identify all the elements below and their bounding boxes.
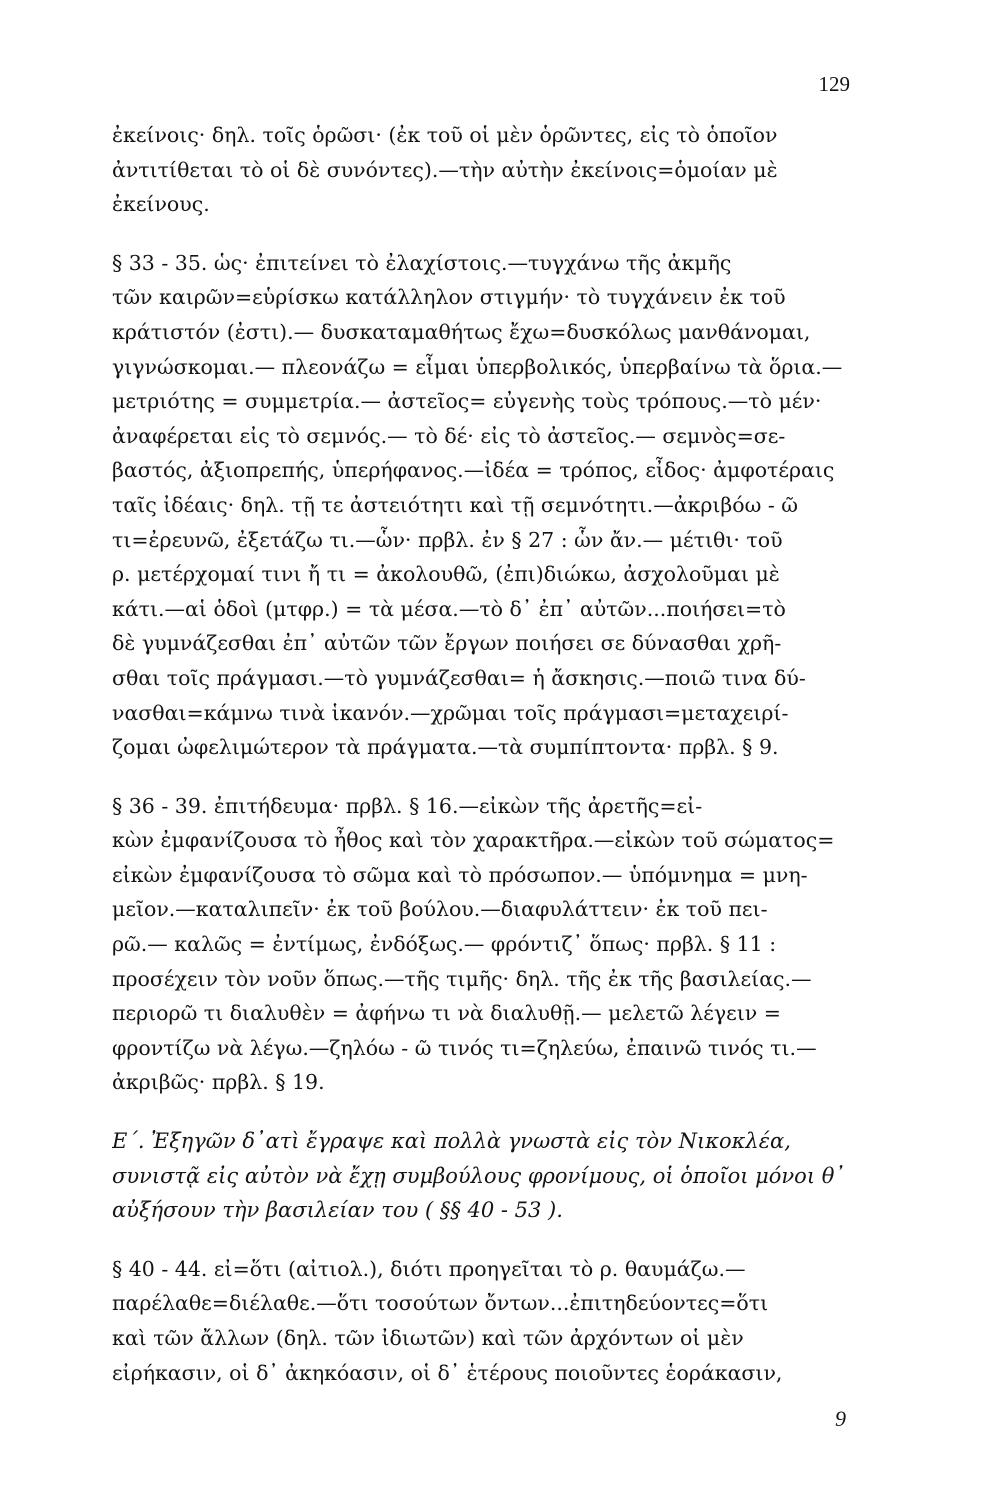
section-heading-line: § 36 - 39. ἐπιτήδευμα· πρβλ. § 16.—εἰκὼν τῆς ἀρετῆς=εἰ- — [112, 793, 703, 818]
summary-line: συνιστᾷ εἰς αὐτὸν νὰ ἔχῃ συμβούλους φρονίμους, οἱ ὁποῖοι μόνοι θ᾽ — [112, 1163, 845, 1188]
text-line: ταῖς ἰδέαις· δηλ. τῇ τε ἀστειότητι καὶ τῇ σεμνότητι.—ἀκριβόω - ῶ — [112, 492, 799, 517]
text-line: βαστός, ἀξιοπρεπής, ὑπερήφανος.—ἰδέα = τρόπος, εἶδος· ἀμφοτέραις — [112, 458, 835, 483]
text-line: σθαι τοῖς πράγμασι.—τὸ γυμνάζεσθαι= ἡ ἄσκησις.—ποιῶ τινα δύ- — [112, 665, 806, 690]
paragraph-gap — [112, 1100, 854, 1124]
text-line: ρῶ.— καλῶς = ἐντίμως, ἐνδόξως.— φρόντιζ᾽ ὅπως· πρβλ. § 11 : — [112, 932, 777, 957]
paragraph-gap — [112, 765, 854, 789]
paragraph-gap — [112, 1228, 854, 1252]
text-line: μετριότης = συμμετρία.— ἀστεῖος= εὐγενὴς τοὺς τρόπους.—τὸ μέν· — [112, 389, 822, 414]
text-line: ρ. μετέρχομαί τινι ἤ τι = ἀκολουθῶ, (ἐπι)διώκω, ἀσχολοῦμαι μὲ — [112, 562, 780, 587]
text-line: ἐκείνους. — [112, 192, 210, 217]
section-heading-line: § 33 - 35. ὡς· ἐπιτείνει τὸ ἐλαχίστοις.—τυγχάνω τῆς ἀκμῆς — [112, 250, 732, 275]
text-line: εἰκὼν ἐμφανίζουσα τὸ σῶμα καὶ τὸ πρόσωπον.— ὑπόμνημα = μνη- — [112, 862, 808, 887]
page-number: 129 — [818, 72, 850, 96]
text-line: ἀκριβῶς· πρβλ. § 19. — [112, 1070, 325, 1095]
text-line: κὼν ἐμφανίζουσα τὸ ἦθος καὶ τὸν χαρακτῆρα.—εἰκὼν τοῦ σώματος= — [112, 828, 835, 853]
commentary-text — [112, 118, 854, 1390]
text-line: εἰρήκασιν, οἱ δ᾽ ἀκηκόασιν, οἱ δ᾽ ἑτέρους ποιοῦντες ἑοράκασιν, — [112, 1360, 783, 1385]
text-line: φροντίζω νὰ λέγω.—ζηλόω - ῶ τινός τι=ζηλεύω, ἐπαινῶ τινός τι.— — [112, 1035, 817, 1060]
section-heading-line: § 40 - 44. εἰ=ὅτι (αἰτιολ.), διότι προηγεῖται τὸ ρ. θαυμάζω.— — [112, 1256, 746, 1281]
text-line: ἐκείνοις· δηλ. τοῖς ὁρῶσι· (ἐκ τοῦ οἱ μὲν ὁρῶντες, εἰς τὸ ὁποῖον — [112, 123, 778, 147]
text-line: μεῖον.—καταλιπεῖν· ἐκ τοῦ βούλου.—διαφυλάττειν· ἐκ τοῦ πει- — [112, 897, 768, 922]
text-line: τῶν καιρῶν=εὑρίσκω κατάλληλον στιγμήν· τὸ τυγχάνειν ἐκ τοῦ — [112, 285, 786, 310]
text-line: κράτιστόν (ἐστι).— δυσκαταμαθήτως ἔχω=δυσκόλως μανθάνομαι, — [112, 319, 811, 344]
text-line: δὲ γυμνάζεσθαι ἐπ᾽ αὐτῶν τῶν ἔργων ποιήσει σε δύνασθαι χρῆ- — [112, 631, 782, 656]
text-line: προσέχειν τὸν νοῦν ὅπως.—τῆς τιμῆς· δηλ. τῆς ἐκ τῆς βασιλείας.— — [112, 966, 812, 991]
text-line: γιγνώσκομαι.— πλεονάζω = εἶμαι ὑπερβολικός, ὑπερβαίνω τὰ ὅρια.— — [112, 354, 843, 379]
text-line: νασθαι=κάμνω τινὰ ἱκανόν.—χρῶμαι τοῖς πράγμασι=μεταχειρί- — [112, 700, 789, 725]
text-line: τι=ἐρευνῶ, ἐξετάζω τι.—ὧν· πρβλ. ἐν § 27 : ὧν ἄν.— μέτιθι· τοῦ — [112, 527, 783, 552]
text-line: ἀναφέρεται εἰς τὸ σεμνός.— τὸ δέ· εἰς τὸ ἀστεῖος.— σεμνὸς=σε- — [112, 423, 786, 448]
signature-mark: 9 — [835, 1406, 846, 1431]
summary-line: Ε΄. Ἐξηγῶν δ᾽ατὶ ἔγραψε καὶ πολλὰ γνωστὰ εἰς τὸν Νικοκλέα, — [112, 1129, 791, 1154]
text-line: καὶ τῶν ἄλλων (δηλ. τῶν ἰδιωτῶν) καὶ τῶν ἀρχόντων οἱ μὲν — [112, 1326, 744, 1350]
text-line: περιορῶ τι διαλυθὲν = ἀφήνω τι νὰ διαλυθῇ.— μελετῶ λέγειν = — [112, 1001, 781, 1026]
text-line: παρέλαθε=διέλαθε.—ὅτι τοσούτων ὄντων...ἐπιτηδεύοντες=ὅτι — [112, 1291, 769, 1316]
text-line: κάτι.—αἱ ὁδοὶ (μτφρ.) = τὰ μέσα.—τὸ δ᾽ ἐπ᾽ αὐτῶν...ποιήσει=τὸ — [112, 596, 786, 621]
summary-line: αὐξήσουν τὴν βασιλείαν του ( §§ 40 - 53 ). — [112, 1198, 563, 1223]
text-line: ἀντιτίθεται τὸ οἱ δὲ συνόντες).—τὴν αὐτὴν ἐκείνοις=ὁμοίαν μὲ — [112, 157, 778, 182]
text-line: ζομαι ὠφελιμώτερον τὰ πράγματα.—τὰ συμπίπτοντα· πρβλ. § 9. — [112, 735, 779, 760]
paragraph-gap — [112, 222, 854, 246]
